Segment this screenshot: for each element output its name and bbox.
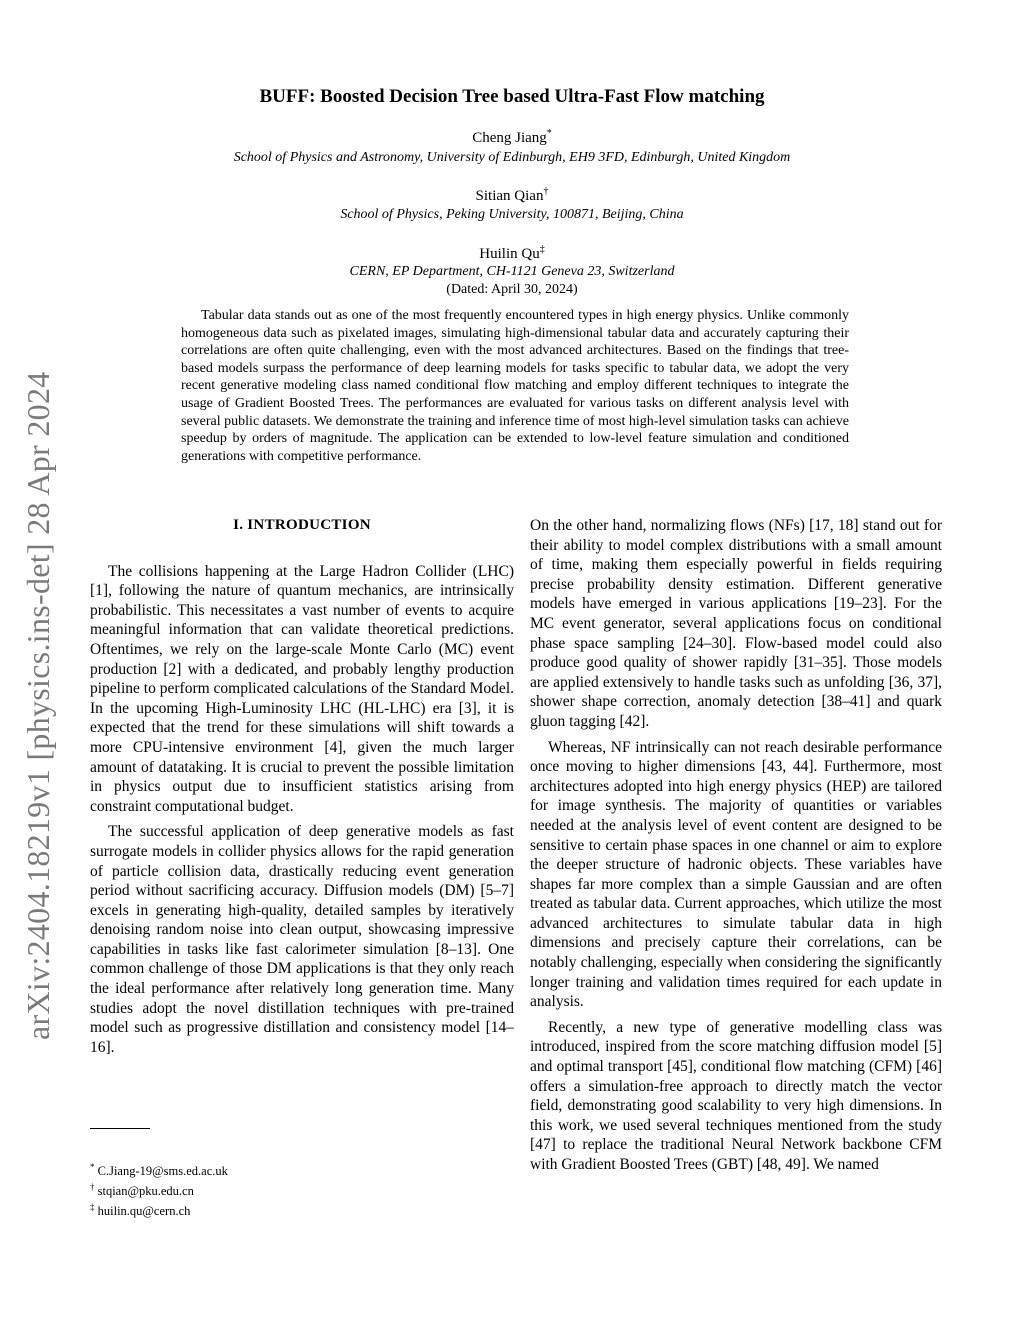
affiliation-1: School of Physics and Astronomy, University of Edinburgh, EH9 3FD, Edinburgh, United Kingdom (233, 150, 791, 165)
author-name: Cheng Jiang (472, 130, 547, 146)
paragraph: On the other hand, normalizing flows (NFs) [17, 18] stand out for their ability to model complex distributions with a small amount of time, making them especially powerful in fields requiring precise probability density estimation. Different generative models have emerged in various applications [19–23]. For the MC event generator, several applications focus on conditional phase space sampling [24–30]. Flow-based model could also produce good quality of shower rapidly [31–35]. Those models are applied extensively to handle tasks such as unfolding [36, 37], shower shape correction, anomaly detection [38–41] and quark gluon tagging [42]. (530, 517, 942, 730)
footnote-email: stqian@pku.edu.cn (97, 1184, 194, 1199)
section-heading: I. INTRODUCTION (233, 517, 371, 533)
paragraph: The successful application of deep generative models as fast surrogate models in collider physics allows for the rapid generation of particle collision data, drastically reducing event generation period without sacrificing accuracy. Diffusion models (DM) [5–7] excels in generating high-quality, detailed samples by iteratively denoising random noise into clean output, showcasing impressive capabilities in tasks like fast calorimeter simulation [8–13]. One common challenge of those DM applications is that they only reach the ideal performance after relatively long generation time. Many studies adopt the novel distillation techniques with pre-trained model such as progressive distillation and consistency model [14–16]. (90, 823, 514, 1056)
footnote-email: C.Jiang-19@sms.ed.ac.uk (97, 1164, 228, 1179)
author-name: Huilin Qu (479, 246, 540, 262)
paragraph: Whereas, NF intrinsically can not reach desirable performance once moving to higher dimensions [43, 44]. Furthermore, most architectures adopted into high energy physics (HEP) are tailored for image synthesis. The majority of quantities or variables needed at the analysis level of event content are designed to be sensitive to certain phase spaces in one channel or aim to explore the deeper structure of hadronic objects. These variables have shapes far more complex than a simple Gaussian and are often treated as tabular data. Current approaches, which utilize the most advanced architectures to simulate tabular data in high dimensions and precisely capture their correlations, can be notably challenging, especially when considering the significantly longer training and validation times required for each update in analysis. (530, 738, 942, 1011)
author-mark: * (546, 128, 552, 139)
author-1 (0, 128, 1024, 147)
footnote-divider (90, 1128, 150, 1129)
author-name: Sitian Qian (475, 188, 544, 204)
paragraph: Recently, a new type of generative modelling class was introduced, inspired from the score matching diffusion model [5] and optimal transport [45], conditional flow matching (CFM) [46] offers a simulation-free approach to directly match the vector field, demonstrating good scalability to very high dimensions. In this work, we used several techniques mentioned from the study [47] to replace the traditional Neural Network backbone CFM with Gradient Boosted Trees (GBT) [48, 49]. We named (530, 1018, 942, 1173)
footnote-mark: * (90, 1162, 95, 1172)
left-column (90, 516, 514, 1063)
abstract: Tabular data stands out as one of the most frequently encountered types in high energy physics. Unlike commonly homogeneous data such as pixelated images, simulating high-dimensional tabular data and accurately capturing their correlations are often quite challenging, even with the most advanced architectures. Based on the findings that tree-based models surpass the performance of deep learning models for tasks specific to tabular data, we adopt the very recent generative modeling class named conditional flow matching and employ different techniques to integrate the usage of Gradient Boosted Trees. The performances are evaluated for various tasks on different analysis level with several public datasets. We demonstrate the training and inference time of most high-level simulation tasks can achieve speedup by orders of magnitude. The application can be extended to low-level feature simulation and conditioned generations with competitive performance. (181, 308, 849, 464)
footnotes (90, 1159, 510, 1219)
date-line: (Dated: April 30, 2024) (446, 282, 578, 297)
affiliation-2: School of Physics, Peking University, 100871, Beijing, China (340, 207, 684, 222)
footnote-1 (90, 1159, 510, 1179)
footnote-mark: † (90, 1182, 95, 1193)
paragraph: The collisions happening at the Large Hadron Collider (LHC) [1], following the nature of quantum mechanics, are intrinsically probabilistic. This necessitates a vast number of events to acquire meaningful information that can validate theoretical predictions. Oftentimes, we rely on the large-scale Monte Carlo (MC) event production [2] with a dedicated, and probably lengthy production pipeline to perform complicated calculations of the Standard Model. In the upcoming High-Luminosity LHC (HL-LHC) era [3], it is expected that the trend for these simulations will shift towards a more CPU-intensive environment [4], given the much larger amount of datataking. It is crucial to prevent the possible limitation in physics output due to insufficient statistics arising from constraint computational budget. (90, 562, 514, 815)
footnote-2 (90, 1179, 510, 1199)
paper-title: BUFF: Boosted Decision Tree based Ultra-Fast Flow matching (259, 86, 765, 107)
arxiv-identifier: arXiv:2404.18219v1 [physics.ins-det] 28 Apr 2024 (20, 371, 56, 1040)
footnote-mark: ‡ (90, 1202, 95, 1213)
author-3 (0, 244, 1024, 263)
author-2 (0, 186, 1024, 205)
author-mark: † (543, 186, 549, 197)
affiliation-3: CERN, EP Department, CH-1121 Geneva 23, Switzerland (349, 264, 675, 279)
footnote-3 (90, 1199, 510, 1219)
right-column (530, 516, 942, 1181)
author-mark: ‡ (539, 244, 545, 255)
footnote-email: huilin.qu@cern.ch (97, 1204, 191, 1219)
